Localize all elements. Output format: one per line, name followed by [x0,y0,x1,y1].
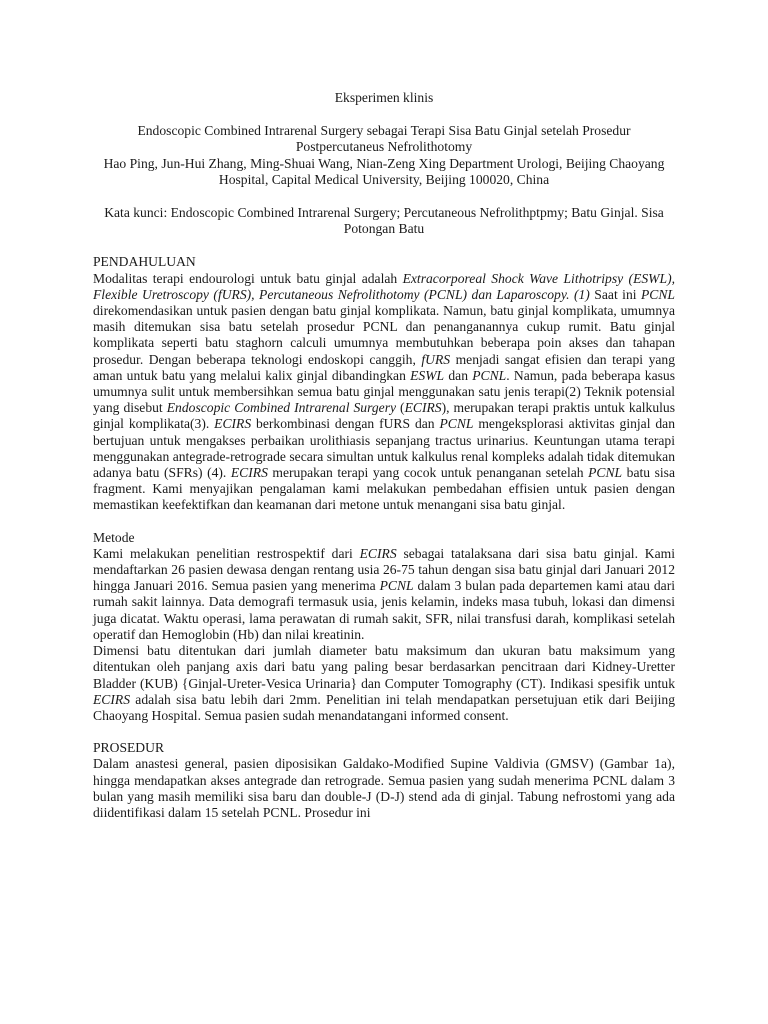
paper-title-line2: Postpercutaneus Nefrolithotomy [295,139,473,155]
prosedur-paragraph: Dalam anastesi general, pasien diposisikan Galdako-Modified Supine Valdivia (GMSV) (Gambar 1a), hingga mendapatkan akses antegrade dan retrograde. Semua pasien yang sudah menerima PCNL dalam 3 bulan yang masih memiliki sisa baru dan double-J (D-J) stend ada di ginjal. Tabung nefrostomi yang ada diidentifikasi dalam 15 setelah PCNL. Prosedur ini [93,756,675,820]
metode-paragraph-2: Dimensi batu ditentukan dari jumlah diameter batu maksimum dan ukuran batu maksimum yang ditentukan oleh panjang axis dari batu yang paling besar berdasarkan pencitraan dari Kidney-Uretter Bladder (KUB) {Ginjal-Ureter-Vesica Urinaria} dan Computer Tomography (CT). Indikasi spesifik untuk ECIRS adalah sisa batu lebih dari 2mm. Penelitian ini telah mendapatkan persetujuan etik dari Beijing Chaoyang Hospital. Semua pasien sudah menandatangani informed consent. [93,643,675,723]
document-type: Eksperimen klinis [334,90,434,105]
section-heading-pendahuluan: PENDAHULUAN [93,254,196,270]
document-page [93,90,675,821]
intro-paragraph: Modalitas terapi endourologi untuk batu ginjal adalah Extracorporeal Shock Wave Lithotripsy (ESWL), Flexible Uretroscopy (fURS), Percutaneous Nefrolithotomy (PCNL) dan Laparoscopy. (1) Saat ini PCNL direkomendasikan untuk pasien dengan batu ginjal komplikata. Namun, batu ginjal komplikata, umumnya masih ditemukan sisa batu setelah prosedur PCNL dan penanganannya cukup rumit. Batu ginjal komplikata seperti batu staghorn calculi umumnya membutuhkan beberapa poin akses dan tahapan prosedur. Dengan beberapa teknologi endoskopi canggih, fURS menjadi sangat efisien dan terapi yang aman untuk batu yang melalui kalix ginjal dibandingkan ESWL dan PCNL. Namun, pada beberapa kasus umumnya sulit untuk membersihkan semua batu ginjal menggunakan satu jenis terapi(2) Teknik potensial yang disebut Endoscopic Combined Intrarenal Surgery (ECIRS), merupakan terapi praktis untuk kalkulus ginjal komplikata(3). ECIRS berkombinasi dengan fURS dan PCNL mengeksplorasi aktivitas ginjal dan bertujuan untuk mengakses perbaikan urolithiasis sepanjang tractus urinarius. Keuntungan utama terapi menggunakan antegrade-retrograde secara simultan untuk kalkulus renal kompleks adalah tidak ditemukan adanya batu (SFRs) (4). ECIRS merupakan terapi yang cocok untuk penanganan setelah PCNL batu sisa fragment. Kami menyajikan pengalaman kami melakukan pembedahan effisien untuk pasien dengan memastikan keefektifkan dan keamanan dari metone untuk menangani sisa batu ginjal. [93,270,676,513]
paper-title-line1: Endoscopic Combined Intrarenal Surgery sebagai Terapi Sisa Batu Ginjal setelah Prosedur [137,123,631,139]
authors-affiliation: Hao Ping, Jun-Hui Zhang, Ming-Shuai Wang, Nian-Zeng Xing Department Urologi, Beijing Chaoyang Hospital, Capital Medical University, Beijing 100020, China [103,155,665,187]
section-heading-metode: Metode [93,529,135,545]
metode-paragraph-1: Kami melakukan penelitian restrospektif dari ECIRS sebagai tatalaksana dari sisa batu ginjal. Kami mendaftarkan 26 pasien dewasa dengan rentang usia 26-75 tahun dengan sisa batu ginjal dari Januari 2012 hingga Januari 2016. Semua pasien yang menerima PCNL dalam 3 bulan pada departemen kami atau dari rumah sakit lainnya. Data demografi termasuk usia, jenis kelamin, indeks masa tubuh, lokasi dan dimensi juga dicatat. Waktu operasi, lama perawatan di rumah sakit, SFR, nilai transfusi darah, komplikasi setelah operatif dan Hemoglobin (Hb) dan nilai kreatinin. [93,545,675,642]
keywords: Kata kunci: Endoscopic Combined Intrarenal Surgery; Percutaneous Nefrolithptpmy; Batu Ginjal. Sisa Potongan Batu [104,205,664,237]
section-heading-prosedur: PROSEDUR [93,740,165,756]
paper-title [93,123,675,155]
